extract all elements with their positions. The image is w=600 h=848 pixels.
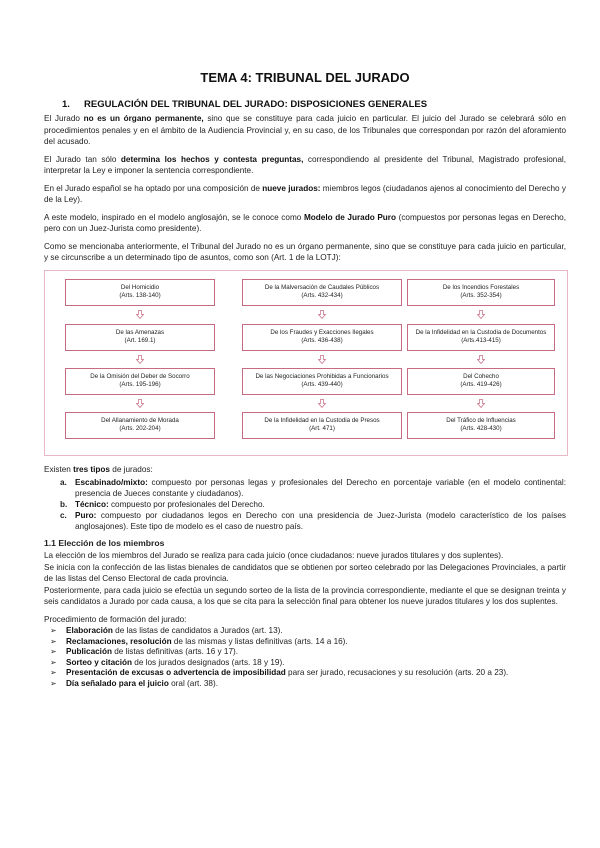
crime-articles: (Arts. 436-438) xyxy=(301,337,343,344)
jury-types-list xyxy=(44,477,566,532)
crime-name: Del Cohecho xyxy=(463,373,499,380)
crime-box xyxy=(65,368,215,395)
paragraph-3: En el Jurado español se ha optado por una composición de nueve jurados: miembros legos (ciudadanos ajenos al conocimiento del Derecho y de la Ley). xyxy=(44,183,566,204)
section-heading xyxy=(62,99,566,110)
paragraph-1: El Jurado no es un órgano permanente, sino que se constituye para cada juicio en particular. El juicio del Jurado se celebrará sólo en procedimientos penales y en el ámbito de la Audiencia Provincial y, en su caso, de los Tribunales que correspondan por razón del aforamiento del acusado. xyxy=(44,114,566,146)
crime-articles: (Arts. 439-440) xyxy=(301,381,343,388)
down-arrow-icon xyxy=(318,310,326,319)
list-item: ➢ Publicación de listas definitivas (arts. 16 y 17). xyxy=(50,647,239,656)
section-number: 1. xyxy=(62,99,70,110)
crime-name: De las Negociaciones Prohibidas a Funcionarios xyxy=(255,373,389,380)
paragraph-6: La elección de los miembros del Jurado se realiza para cada juicio (once ciudadanos: nueve jurados titulares y dos suplentes). xyxy=(44,551,504,560)
crime-name: Del Homicidio xyxy=(120,284,160,291)
crime-name: De las Amenazas xyxy=(115,329,165,336)
arrow-bullet-icon: ➢ xyxy=(50,647,57,656)
crime-box xyxy=(407,324,555,351)
paragraph-4: A este modelo, inspirado en el modelo anglosajón, se le conoce como Modelo de Jurado Puro (compuestos por personas legas en Derecho, pero con un Juez-Jurista como presidente). xyxy=(44,212,567,233)
crime-name: De los Incendios Forestales xyxy=(442,284,520,291)
list-item: ➢ Día señalado para el juicio oral (art. 38). xyxy=(50,678,218,688)
section-title: REGULACIÓN DEL TRIBUNAL DEL JURADO: DISPOSICIONES GENERALES xyxy=(84,99,428,110)
crime-box xyxy=(242,279,402,306)
crime-box xyxy=(407,279,555,306)
crime-name: Del Tráfico de Influencias xyxy=(446,417,516,424)
list-item: ➢ Reclamaciones, resolución de las mismas y listas definitivas (arts. 14 a 16). xyxy=(50,636,348,646)
crime-articles: (Arts. 195-196) xyxy=(119,381,161,388)
down-arrow-icon xyxy=(477,399,485,408)
crime-box xyxy=(65,324,215,351)
down-arrow-icon xyxy=(136,310,144,319)
document-page xyxy=(44,70,566,689)
crime-name: Del Allanamiento de Morada xyxy=(101,417,179,424)
crime-articles: (Art. 169.1) xyxy=(124,337,156,344)
arrow-bullet-icon: ➢ xyxy=(50,636,57,646)
crime-articles: (Arts. 432-434) xyxy=(301,292,343,299)
crime-box xyxy=(242,368,402,395)
crime-name: De los Fraudes y Exacciones Ilegales xyxy=(270,329,374,336)
list-item: b. Técnico: compuesto por profesionales del Derecho. xyxy=(60,500,265,509)
list-item: ➢ Sorteo y citación de los jurados designados (arts. 18 y 19). xyxy=(50,657,285,667)
crime-box xyxy=(65,412,215,439)
types-intro: Existen tres tipos de jurados: xyxy=(44,464,153,474)
crime-box xyxy=(242,324,402,351)
crime-name: De la Infidelidad en la Custodia de Documentos xyxy=(415,329,547,336)
crime-articles: (Arts. 419-426) xyxy=(460,381,502,388)
crime-articles: (Arts.413-415) xyxy=(461,337,501,344)
crime-articles: (Arts. 352-354) xyxy=(460,292,502,299)
procedure-intro: Procedimiento de formación del jurado: xyxy=(44,614,187,624)
crime-articles: (Arts. 138-140) xyxy=(119,292,161,299)
paragraph-8: Posteriormente, para cada juicio se efectúa un segundo sorteo de la lista de la provincia correspondiente, mediante el que se designan treinta y seis candidatos a Jurado por cada causa, a los que se cita para la selección final para obtener los nueve jurados titulares y los dos suplentes. xyxy=(44,585,566,606)
arrow-bullet-icon: ➢ xyxy=(50,678,57,688)
list-item: ➢ Elaboración de las listas de candidatos a Jurados (art. 13). xyxy=(50,626,283,635)
crime-box xyxy=(407,412,555,439)
down-arrow-icon xyxy=(318,355,326,364)
crime-box xyxy=(407,368,555,395)
crimes-diagram xyxy=(44,270,568,456)
down-arrow-icon xyxy=(318,399,326,408)
down-arrow-icon xyxy=(136,399,144,408)
arrow-bullet-icon: ➢ xyxy=(50,626,57,635)
crime-name: De la Omisión del Deber de Socorro xyxy=(90,373,190,380)
paragraph-7: Se inicia con la confección de las listas bienales de candidatos que se obtienen por sorteo celebrado por las Delegaciones Provinciales, a partir de las listas del Censo Electoral de cada provincia. xyxy=(44,562,566,583)
page-title: TEMA 4: TRIBUNAL DEL JURADO xyxy=(200,70,410,85)
paragraph-5: Como se mencionaba anteriormente, el Tribunal del Jurado no es un órgano permanente, sino que se constituye para cada juicio en particular, y se circunscribe a un determinado tipo de asuntos, como son (Art. 1 de la LOTJ): xyxy=(44,241,566,262)
crime-articles: (Art. 471) xyxy=(309,425,335,432)
crime-name: De la Infidelidad en la Custodia de Presos xyxy=(264,417,380,424)
crime-box xyxy=(65,279,215,306)
down-arrow-icon xyxy=(477,355,485,364)
down-arrow-icon xyxy=(136,355,144,364)
crime-name: De la Malversación de Caudales Públicos xyxy=(264,284,380,291)
list-item: c. Puro: compuesto por ciudadanos legos en Derecho con una presidencia de Juez-Jurista (modelo característico de los países anglosajones). Este tipo de modelo es el caso de nuestro país. xyxy=(60,511,566,531)
crime-box xyxy=(242,412,402,439)
arrow-bullet-icon: ➢ xyxy=(50,668,57,677)
crime-articles: (Arts. 428-430) xyxy=(460,425,502,432)
list-item: a. Escabinado/mixto: compuesto por personas legas y profesionales del Derecho en porcentaje variable (en el modelo continental: presencia de Jueces constante y ciudadanos). xyxy=(60,478,566,498)
down-arrow-icon xyxy=(477,310,485,319)
arrow-bullet-icon: ➢ xyxy=(50,657,57,667)
procedure-steps-list xyxy=(44,626,566,689)
subsection-heading: 1.1 Elección de los miembros xyxy=(44,538,165,548)
list-item: ➢ Presentación de excusas o advertencia de imposibilidad para ser jurado, recusaciones y su resolución (arts. 20 a 23). xyxy=(50,668,509,677)
crime-articles: (Arts. 202-204) xyxy=(119,425,161,432)
paragraph-2: El Jurado tan sólo determina los hechos y contesta preguntas, correspondiendo al presidente del Tribunal, Magistrado profesional, interpretar la Ley e imponer la sentencia correspondiente. xyxy=(44,154,566,175)
